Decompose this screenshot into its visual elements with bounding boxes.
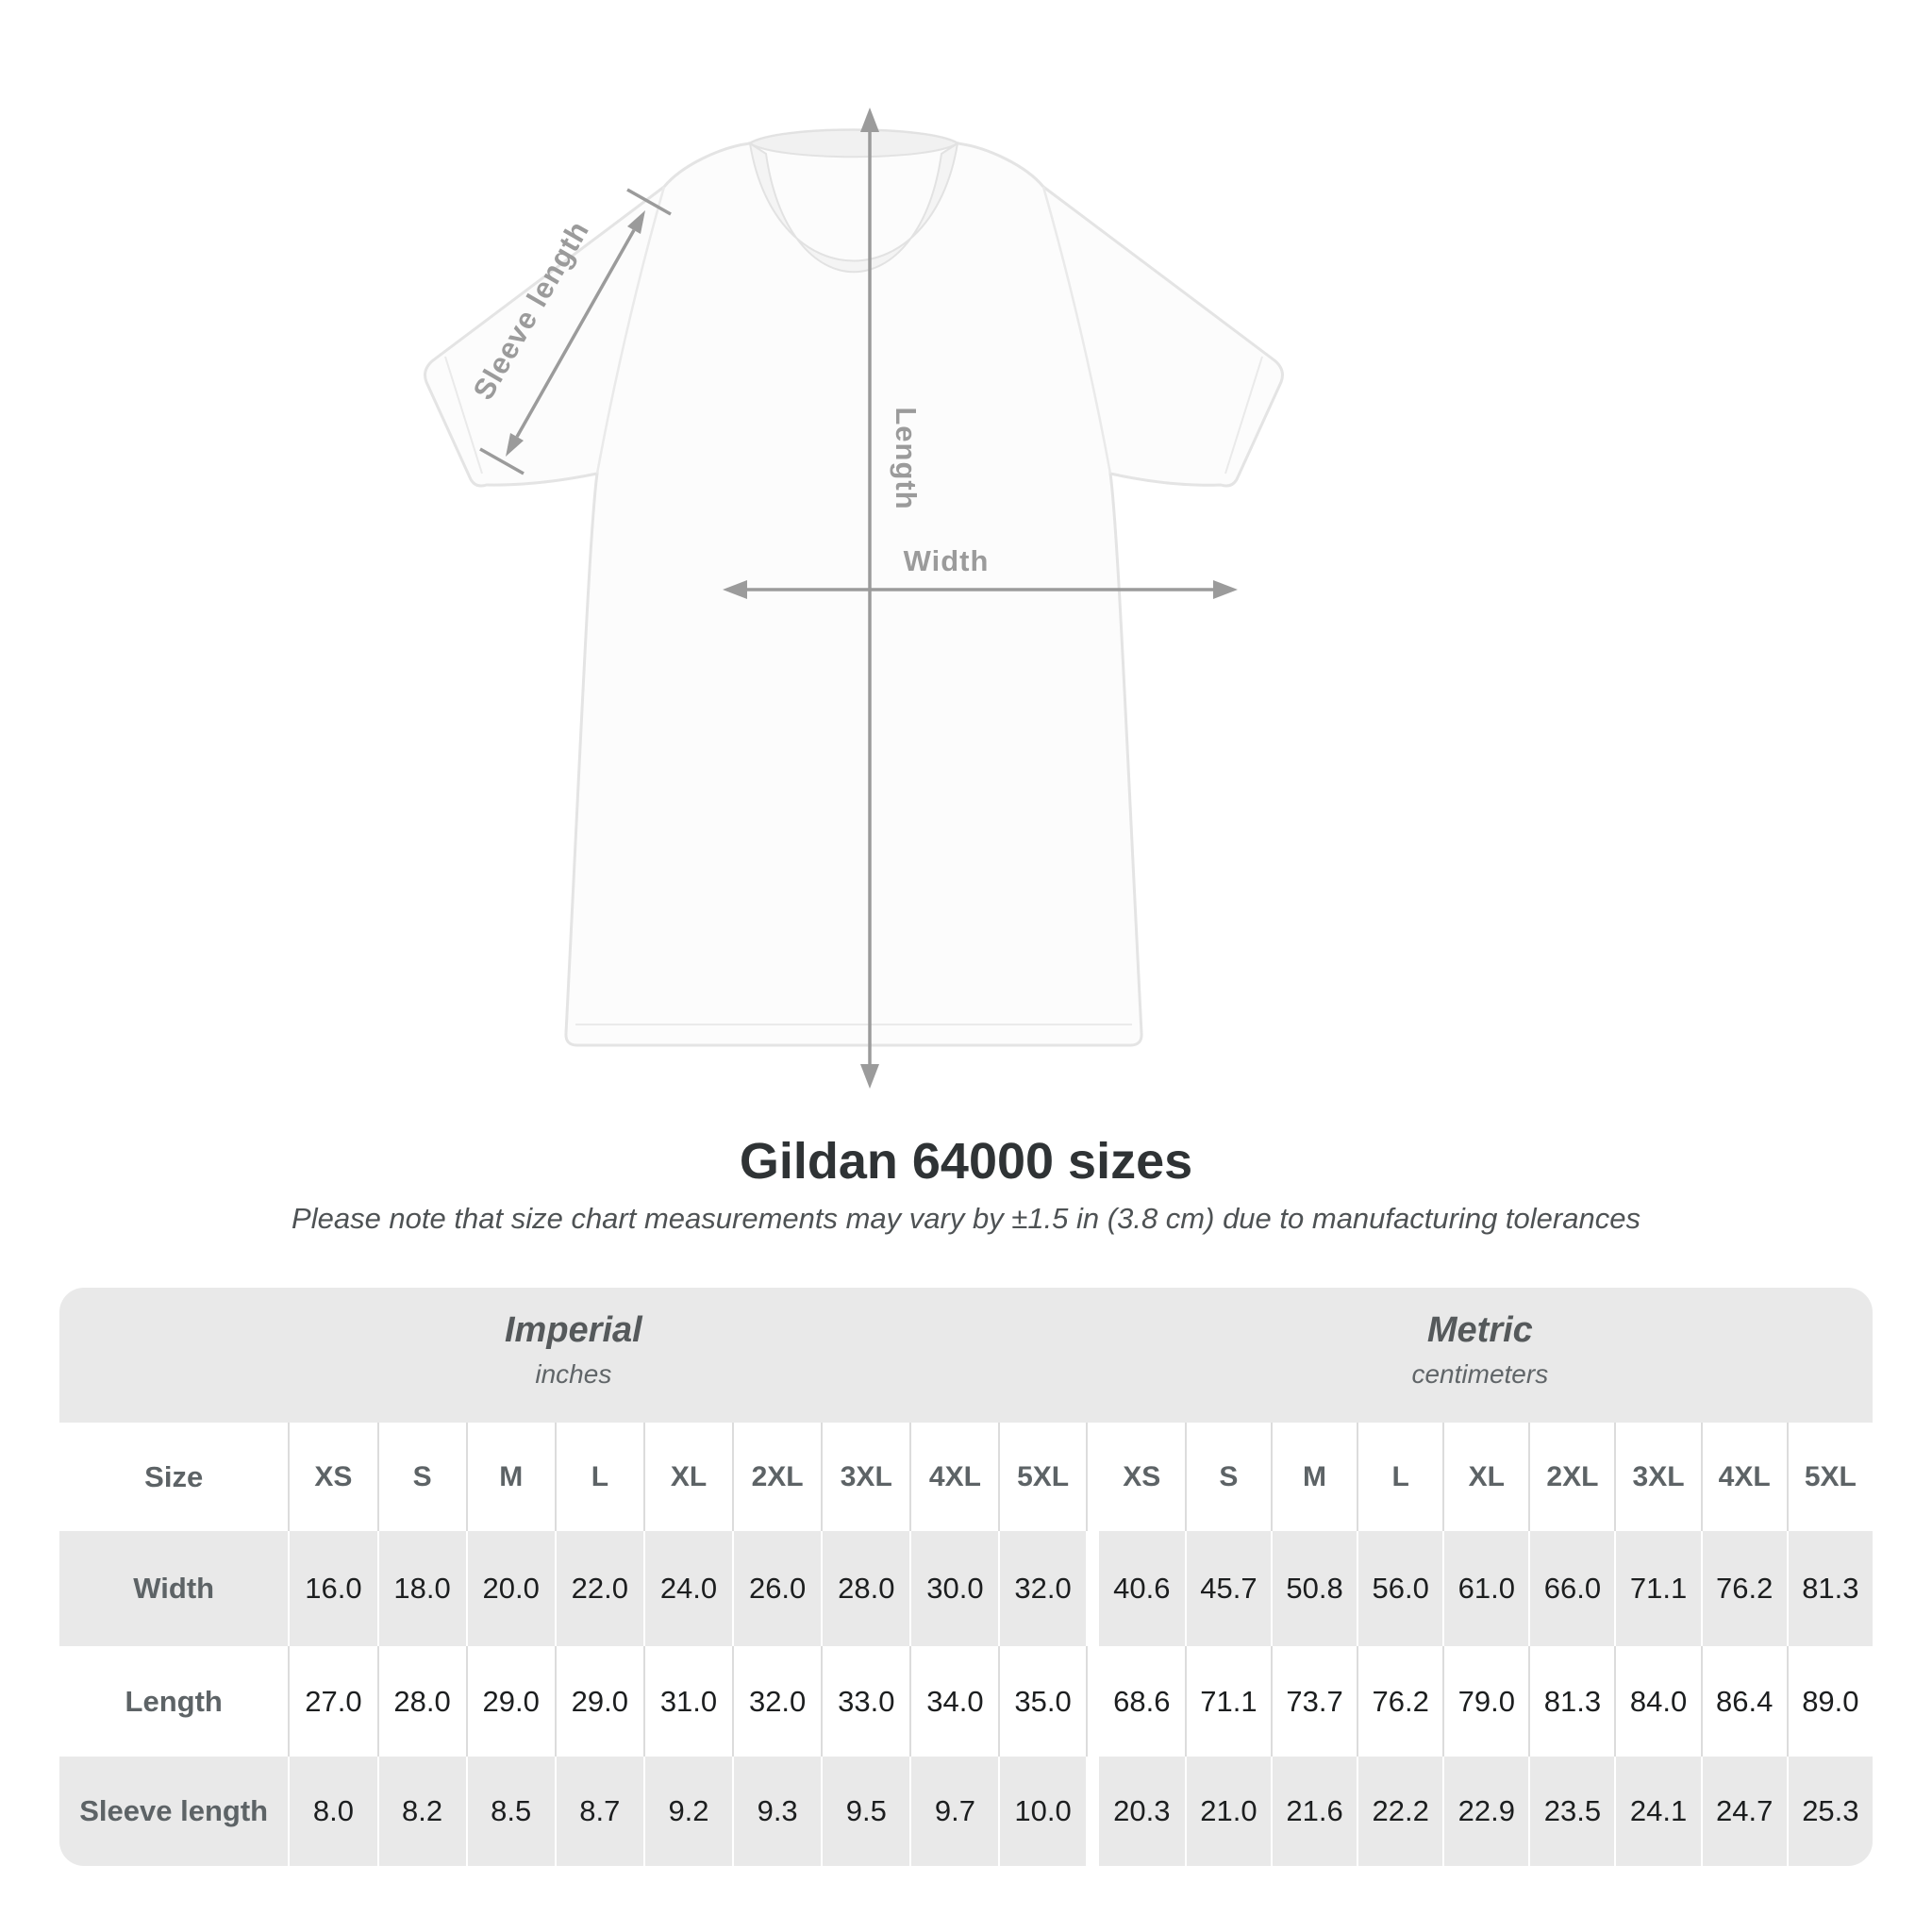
- value-cell: 31.0: [643, 1646, 732, 1757]
- value-cell: 66.0: [1528, 1531, 1614, 1646]
- value-cell: 76.2: [1357, 1646, 1442, 1757]
- value-cell: 34.0: [909, 1646, 998, 1757]
- value-cell: 40.6: [1099, 1531, 1185, 1646]
- value-cell: 21.0: [1185, 1757, 1271, 1866]
- value-cell: 86.4: [1701, 1646, 1787, 1757]
- value-cell: 50.8: [1271, 1531, 1357, 1646]
- data-row: [59, 1646, 1873, 1757]
- value-cell: 61.0: [1442, 1531, 1528, 1646]
- size-header-row: [59, 1423, 1873, 1531]
- value-cell: 89.0: [1787, 1646, 1873, 1757]
- column-header: 3XL: [1614, 1423, 1700, 1531]
- column-header: M: [1271, 1423, 1357, 1531]
- value-cell: 33.0: [821, 1646, 909, 1757]
- row-label: Sleeve length: [59, 1757, 288, 1866]
- length-label: Length: [890, 407, 923, 510]
- column-header: L: [1357, 1423, 1442, 1531]
- size-table-container: [59, 1288, 1873, 1866]
- value-cell: 9.2: [643, 1757, 732, 1866]
- value-cell: 24.1: [1614, 1757, 1700, 1866]
- value-cell: 81.3: [1787, 1531, 1873, 1646]
- value-cell: 22.0: [555, 1531, 643, 1646]
- value-cell: 16.0: [288, 1531, 376, 1646]
- value-cell: 22.2: [1357, 1757, 1442, 1866]
- value-cell: 23.5: [1528, 1757, 1614, 1866]
- group-divider: [1088, 1646, 1099, 1757]
- size-table: [59, 1288, 1873, 1866]
- column-header: S: [377, 1423, 466, 1531]
- value-cell: 20.0: [466, 1531, 555, 1646]
- column-header: S: [1185, 1423, 1271, 1531]
- column-header: 3XL: [821, 1423, 909, 1531]
- value-cell: 29.0: [466, 1646, 555, 1757]
- value-cell: 30.0: [909, 1531, 998, 1646]
- column-header: XS: [288, 1423, 376, 1531]
- page-title: Gildan 64000 sizes: [739, 1133, 1193, 1190]
- value-cell: 18.0: [377, 1531, 466, 1646]
- imperial-group-header: [59, 1288, 1088, 1423]
- metric-group-header: [1088, 1288, 1873, 1423]
- group-divider: [1088, 1423, 1099, 1531]
- value-cell: 21.6: [1271, 1757, 1357, 1866]
- data-row: [59, 1757, 1873, 1866]
- data-row: [59, 1531, 1873, 1646]
- column-header: XL: [1442, 1423, 1528, 1531]
- value-cell: 24.0: [643, 1531, 732, 1646]
- value-cell: 26.0: [732, 1531, 821, 1646]
- column-header: 4XL: [909, 1423, 998, 1531]
- value-cell: 8.7: [555, 1757, 643, 1866]
- value-cell: 71.1: [1614, 1531, 1700, 1646]
- value-cell: 27.0: [288, 1646, 376, 1757]
- column-header: 4XL: [1701, 1423, 1787, 1531]
- value-cell: 25.3: [1787, 1757, 1873, 1866]
- value-cell: 71.1: [1185, 1646, 1271, 1757]
- row-label: Width: [59, 1531, 288, 1646]
- value-cell: 9.7: [909, 1757, 998, 1866]
- value-cell: 76.2: [1701, 1531, 1787, 1646]
- column-header: 5XL: [998, 1423, 1087, 1531]
- value-cell: 32.0: [732, 1646, 821, 1757]
- value-cell: 29.0: [555, 1646, 643, 1757]
- column-header: L: [555, 1423, 643, 1531]
- column-header: M: [466, 1423, 555, 1531]
- value-cell: 24.7: [1701, 1757, 1787, 1866]
- imperial-unit: inches: [535, 1358, 612, 1389]
- value-cell: 20.3: [1099, 1757, 1185, 1866]
- metric-label: Metric: [1426, 1310, 1533, 1350]
- unit-group-row: [59, 1288, 1873, 1423]
- value-cell: 9.5: [821, 1757, 909, 1866]
- column-header: XL: [643, 1423, 732, 1531]
- column-header: 2XL: [1528, 1423, 1614, 1531]
- imperial-label: Imperial: [504, 1310, 642, 1350]
- value-cell: 56.0: [1357, 1531, 1442, 1646]
- metric-unit: centimeters: [1411, 1358, 1549, 1389]
- value-cell: 73.7: [1271, 1646, 1357, 1757]
- value-cell: 10.0: [998, 1757, 1087, 1866]
- value-cell: 9.3: [732, 1757, 821, 1866]
- value-cell: 79.0: [1442, 1646, 1528, 1757]
- collar-back: [750, 130, 958, 158]
- value-cell: 8.5: [466, 1757, 555, 1866]
- value-cell: 8.0: [288, 1757, 376, 1866]
- row-label: Size: [59, 1423, 288, 1531]
- value-cell: 28.0: [377, 1646, 466, 1757]
- tolerance-note: Please note that size chart measurements may vary by ±1.5 in (3.8 cm) due to manufacturing tolerances: [291, 1202, 1641, 1235]
- value-cell: 28.0: [821, 1531, 909, 1646]
- sleeve-length-label: Sleeve length: [466, 214, 596, 406]
- row-label: Length: [59, 1646, 288, 1757]
- value-cell: 84.0: [1614, 1646, 1700, 1757]
- value-cell: 45.7: [1185, 1531, 1271, 1646]
- value-cell: 81.3: [1528, 1646, 1614, 1757]
- column-header: XS: [1099, 1423, 1185, 1531]
- column-header: 2XL: [732, 1423, 821, 1531]
- value-cell: 8.2: [377, 1757, 466, 1866]
- value-cell: 68.6: [1099, 1646, 1185, 1757]
- value-cell: 22.9: [1442, 1757, 1528, 1866]
- width-label: Width: [903, 544, 990, 577]
- value-cell: 32.0: [998, 1531, 1087, 1646]
- column-header: 5XL: [1787, 1423, 1873, 1531]
- table-body: [59, 1423, 1873, 1866]
- value-cell: 35.0: [998, 1646, 1087, 1757]
- group-divider: [1088, 1531, 1099, 1646]
- group-divider: [1088, 1757, 1099, 1866]
